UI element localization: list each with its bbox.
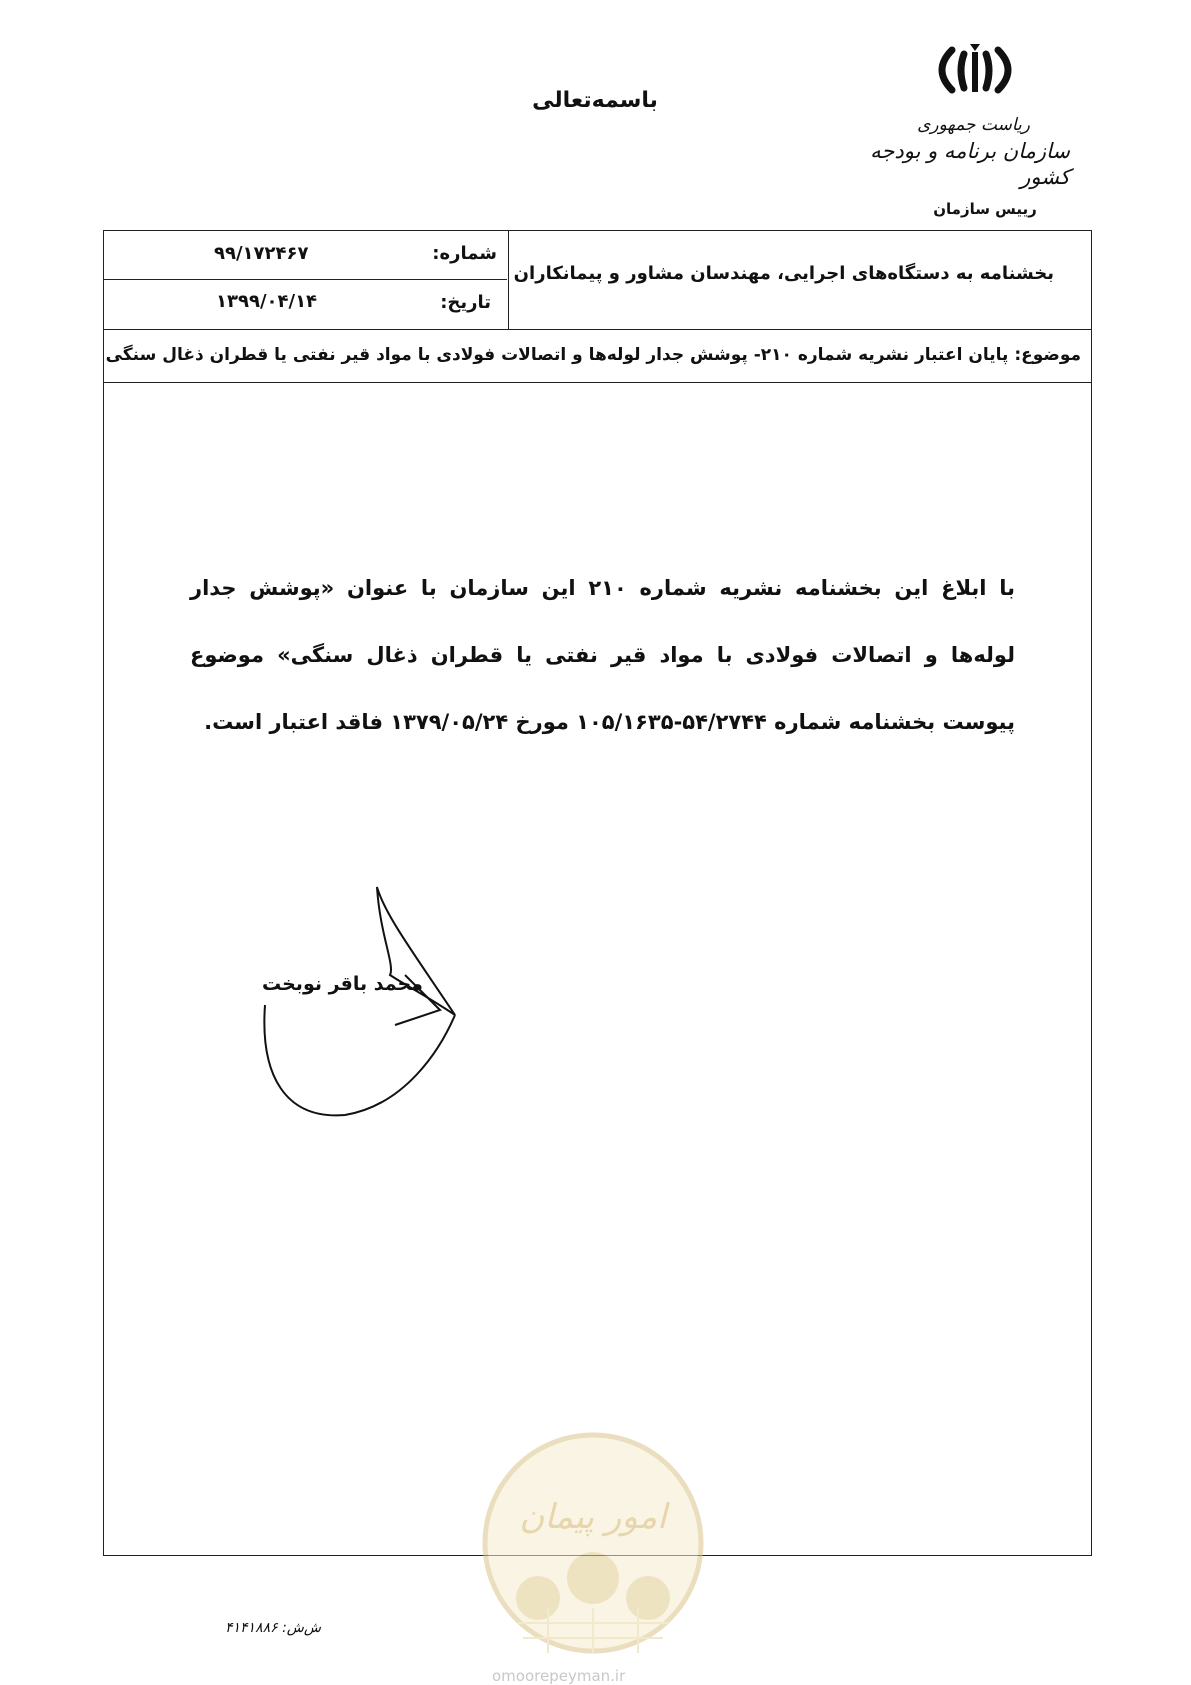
watermark-logo-text: امور پیمان [519, 1497, 667, 1537]
subject-line: موضوع: پایان اعتبار نشریه شماره ۲۱۰- پوشش جدار لوله‌ها و اتصالات فولادی با مواد قیر نفتی یا قطران ذغال سنگی [105, 345, 1081, 365]
divider [508, 231, 509, 329]
date-value: ۱۳۹۹/۰۴/۱۴ [216, 291, 318, 312]
org-line-head: رییس سازمان [933, 200, 1037, 218]
org-line-presidency: ریاست جمهوری [917, 115, 1030, 135]
letter-frame [103, 230, 1092, 1556]
recipients: بخشنامه به دستگاه‌های اجرایی، مهندسان مشاور و پیمانکاران [513, 263, 1054, 284]
letter-body: با ابلاغ این بخشنامه نشریه شماره ۲۱۰ این سازمان با عنوان «پوشش جدار لوله‌ها و اتصالات فولادی با مواد قیر نفتی یا قطران ذغال سنگی» موضوع پیوست بخشنامه شماره ۵۴/۲۷۴۴-۱۰۵/۱۶۳۵ مورخ ۱۳۷۹/۰۵/۲۴ فاقد اعتبار است. [190, 576, 1015, 734]
org-line-ministry: سازمان برنامه و بودجه کشور [870, 139, 1070, 189]
bismillah-heading: باسمه‌تعالی [532, 88, 658, 113]
signatory-name: محمد باقر نوبخت [262, 973, 423, 995]
watermark-url: omoorepeyman.ir [492, 1667, 626, 1685]
footer-code: ش‌ش: ۴۱۴۱۸۸۶ [225, 1620, 321, 1636]
iran-emblem-icon [900, 38, 1050, 98]
omoorepeyman-watermark-icon [478, 1428, 708, 1673]
divider [104, 329, 1091, 330]
divider [104, 382, 1091, 383]
divider [104, 279, 507, 280]
date-label: تاریخ: [440, 292, 491, 313]
number-value: ۹۹/۱۷۲۴۶۷ [214, 243, 309, 264]
organization-block [870, 112, 1070, 222]
number-label: شماره: [432, 243, 497, 264]
signature-icon [255, 875, 475, 1125]
